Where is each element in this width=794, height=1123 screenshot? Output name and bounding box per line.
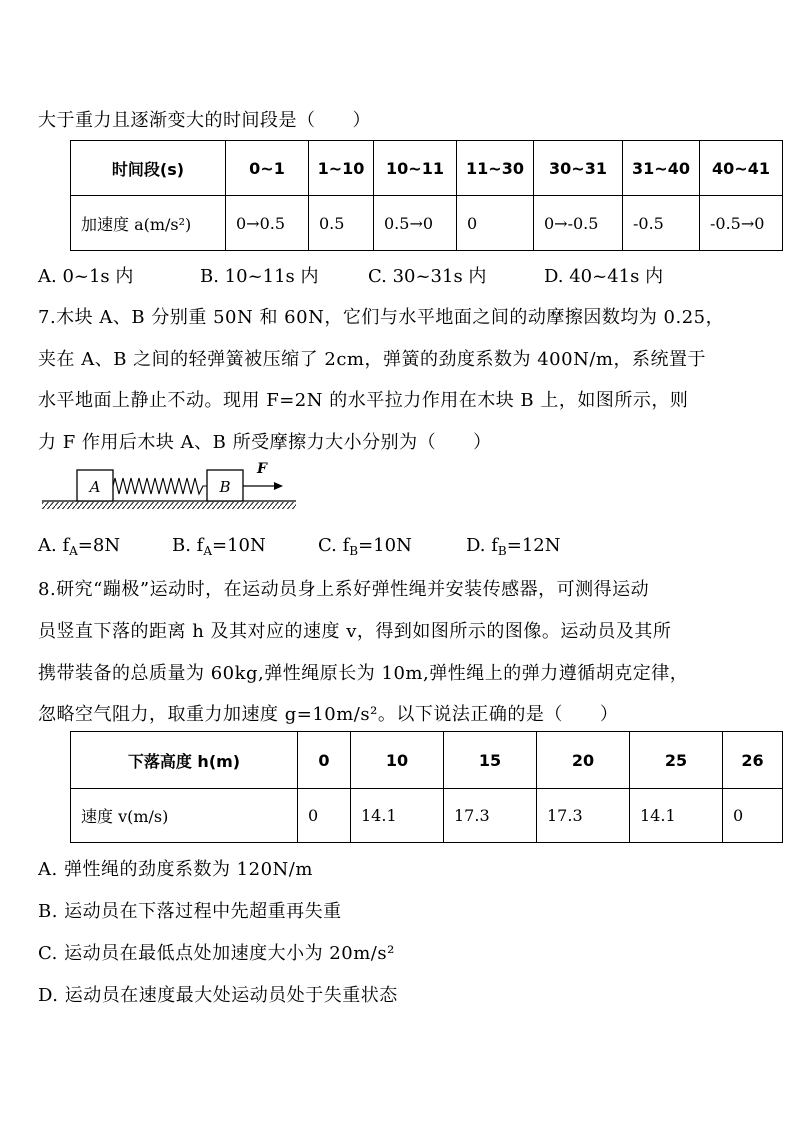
q7-option-d[interactable] (466, 535, 560, 558)
q8-text-line: 携带装备的总质量为 60kg,弹性绳原长为 10m,弹性绳上的弹力遵循胡克定律， (38, 663, 689, 684)
q6-table (70, 140, 783, 251)
q8-header-cell: 20 (537, 732, 630, 789)
q8-header-cell: 下落高度 h(m) (71, 732, 298, 789)
q8-option-a[interactable]: A. 弹性绳的劲度系数为 120N/m (38, 859, 313, 880)
q7-option-subscript: B (349, 544, 359, 558)
q8-body-cell: 速度 v(m/s) (71, 789, 298, 843)
q8-table-header-row (71, 732, 783, 789)
force-arrow-head-icon (274, 482, 283, 490)
q6-header-cell: 0~1 (226, 141, 309, 196)
q6-body-cell: 0→0.5 (226, 196, 309, 251)
q7-option-text: =12N (506, 535, 561, 556)
q6-header-cell: 10~11 (374, 141, 457, 196)
q7-option-text: C. f (318, 535, 350, 556)
spring-blocks-figure (40, 458, 300, 516)
q7-option-subscript: A (69, 544, 78, 558)
q7-option-text: =10N (212, 535, 266, 556)
q7-option-text: B. f (172, 535, 204, 556)
q6-options (38, 262, 663, 288)
q8-option-b[interactable]: B. 运动员在下落过程中先超重再失重 (38, 901, 342, 922)
q6-body-cell: -0.5→0 (700, 196, 783, 251)
q7-text-line: 水平地面上静止不动。现用 F=2N 的水平拉力作用在木块 B 上，如图所示，则 (38, 390, 689, 411)
q8-header-cell: 15 (444, 732, 537, 789)
q6-option-b[interactable]: B. 10~11s 内 (200, 266, 319, 287)
q6-header-cell: 时间段(s) (71, 141, 226, 196)
q6-header-cell: 1~10 (309, 141, 374, 196)
q6-header-cell: 40~41 (700, 141, 783, 196)
q8-text-line: 8.研究“蹦极”运动时，在运动员身上系好弹性绳并安装传感器，可测得运动 (38, 579, 650, 600)
force-label: F (257, 461, 267, 477)
q6-option-c[interactable]: C. 30~31s 内 (368, 266, 487, 287)
q6-body-cell: 0→-0.5 (534, 196, 623, 251)
q7-option-subscript: A (203, 544, 213, 558)
q8-body-cell: 17.3 (444, 789, 537, 843)
q8-body-cell: 14.1 (351, 789, 444, 843)
q8-text-line: 忽略空气阻力，取重力加速度 g=10m/s²。以下说法正确的是（ ） (38, 704, 619, 725)
q6-header-cell: 11~30 (457, 141, 534, 196)
q8-text-line: 员竖直下落的距离 h 及其对应的速度 v，得到如图所示的图像。运动员及其所 (38, 621, 672, 642)
q8-body-cell: 0 (298, 789, 351, 843)
q6-body-cell: 0.5 (309, 196, 374, 251)
q6-body-cell: -0.5 (623, 196, 700, 251)
q7-option-text: =10N (358, 535, 412, 556)
q6-body-cell: 0 (457, 196, 534, 251)
q6-option-a[interactable]: A. 0~1s 内 (38, 266, 134, 287)
q7-text-line: 夹在 A、B 之间的轻弹簧被压缩了 2cm，弹簧的劲度系数为 400N/m，系统置于 (38, 349, 706, 370)
q6-header-cell: 31~40 (623, 141, 700, 196)
ground-hatching (42, 502, 296, 509)
q8-header-cell: 26 (723, 732, 783, 789)
q8-option-d[interactable]: D. 运动员在速度最大处运动员处于失重状态 (38, 985, 398, 1006)
q8-option-c[interactable]: C. 运动员在最低点处加速度大小为 20m/s² (38, 943, 395, 964)
spring (113, 478, 207, 494)
q7-option-c[interactable] (318, 535, 466, 558)
q7-option-text: A. f (38, 535, 70, 556)
q6-body-cell: 加速度 a(m/s²) (71, 196, 226, 251)
q6-header-cell: 30~31 (534, 141, 623, 196)
q8-body-cell: 0 (723, 789, 783, 843)
block-a-label: A (89, 478, 101, 496)
q7-option-text: D. f (466, 535, 498, 556)
q6-body-cell: 0.5→0 (374, 196, 457, 251)
q7-option-subscript: B (497, 544, 507, 558)
q6-table-body-row (71, 196, 783, 251)
q7-text-line: 力 F 作用后木块 A、B 所受摩擦力大小分别为（ ） (38, 432, 492, 453)
q8-table (70, 731, 783, 843)
q7-options (38, 535, 560, 558)
q7-option-text: =8N (77, 535, 121, 556)
q7-text-line: 7.木块 A、B 分别重 50N 和 60N，它们与水平地面之间的动摩擦因数均为 0.25， (38, 307, 725, 328)
q7-option-a[interactable] (38, 535, 172, 558)
q6-table-header-row (71, 141, 783, 196)
q7-option-b[interactable] (172, 535, 318, 558)
q8-body-cell: 14.1 (630, 789, 723, 843)
block-b-label: B (219, 478, 231, 496)
q8-header-cell: 25 (630, 732, 723, 789)
q6-option-d[interactable]: D. 40~41s 内 (544, 266, 664, 287)
q8-header-cell: 10 (351, 732, 444, 789)
q8-table-body-row (71, 789, 783, 843)
q8-body-cell: 17.3 (537, 789, 630, 843)
q6-tail-text: 大于重力且逐渐变大的时间段是（ ） (38, 110, 371, 131)
q8-header-cell: 0 (298, 732, 351, 789)
